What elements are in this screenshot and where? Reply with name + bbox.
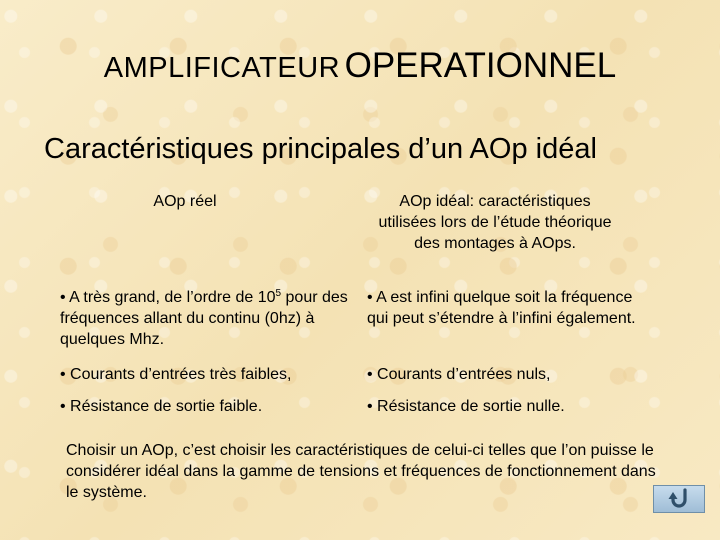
gain-text-start: • A très grand, de l’ordre de 10 (60, 289, 276, 306)
return-button[interactable] (653, 485, 705, 513)
title-part-1: AMPLIFICATEUR (103, 52, 341, 84)
cell-real-gain (60, 287, 350, 350)
gain-exponent: 5 (275, 288, 282, 299)
slide-subtitle: Caractéristiques principales d’un AOp idéal (44, 133, 597, 165)
return-arrow-icon (666, 487, 692, 511)
cell-ideal-gain: • A est infini quelque soit la fréquence qui peut s’étendre à l’infini également. (367, 289, 636, 327)
cell-real-input-currents: • Courants d’entrées très faibles, (60, 366, 292, 383)
column-header-ideal: AOp idéal: caractéristiques utilisées lors de l’étude théorique des montages à AOps. (378, 193, 612, 252)
title-part-2: OPERATIONNEL (344, 46, 617, 85)
cell-ideal-output-resistance: • Résistance de sortie nulle. (367, 398, 565, 415)
gain-text-end: pour des fréquences allant du continu (0hz) à quelques Mhz. (60, 289, 348, 348)
cell-ideal-input-currents: • Courants d’entrées nuls, (367, 366, 551, 383)
cell-real-output-resistance: • Résistance de sortie faible. (60, 398, 263, 415)
column-header-real: AOp réel (153, 193, 217, 210)
conclusion-text: Choisir un AOp, c’est choisir les caractéristiques de celui-ci telles que l’on puisse le considérer idéal dans la gamme de tensions et fréquences de fonctionnement dans le système. (66, 442, 656, 501)
slide-title (0, 46, 720, 86)
